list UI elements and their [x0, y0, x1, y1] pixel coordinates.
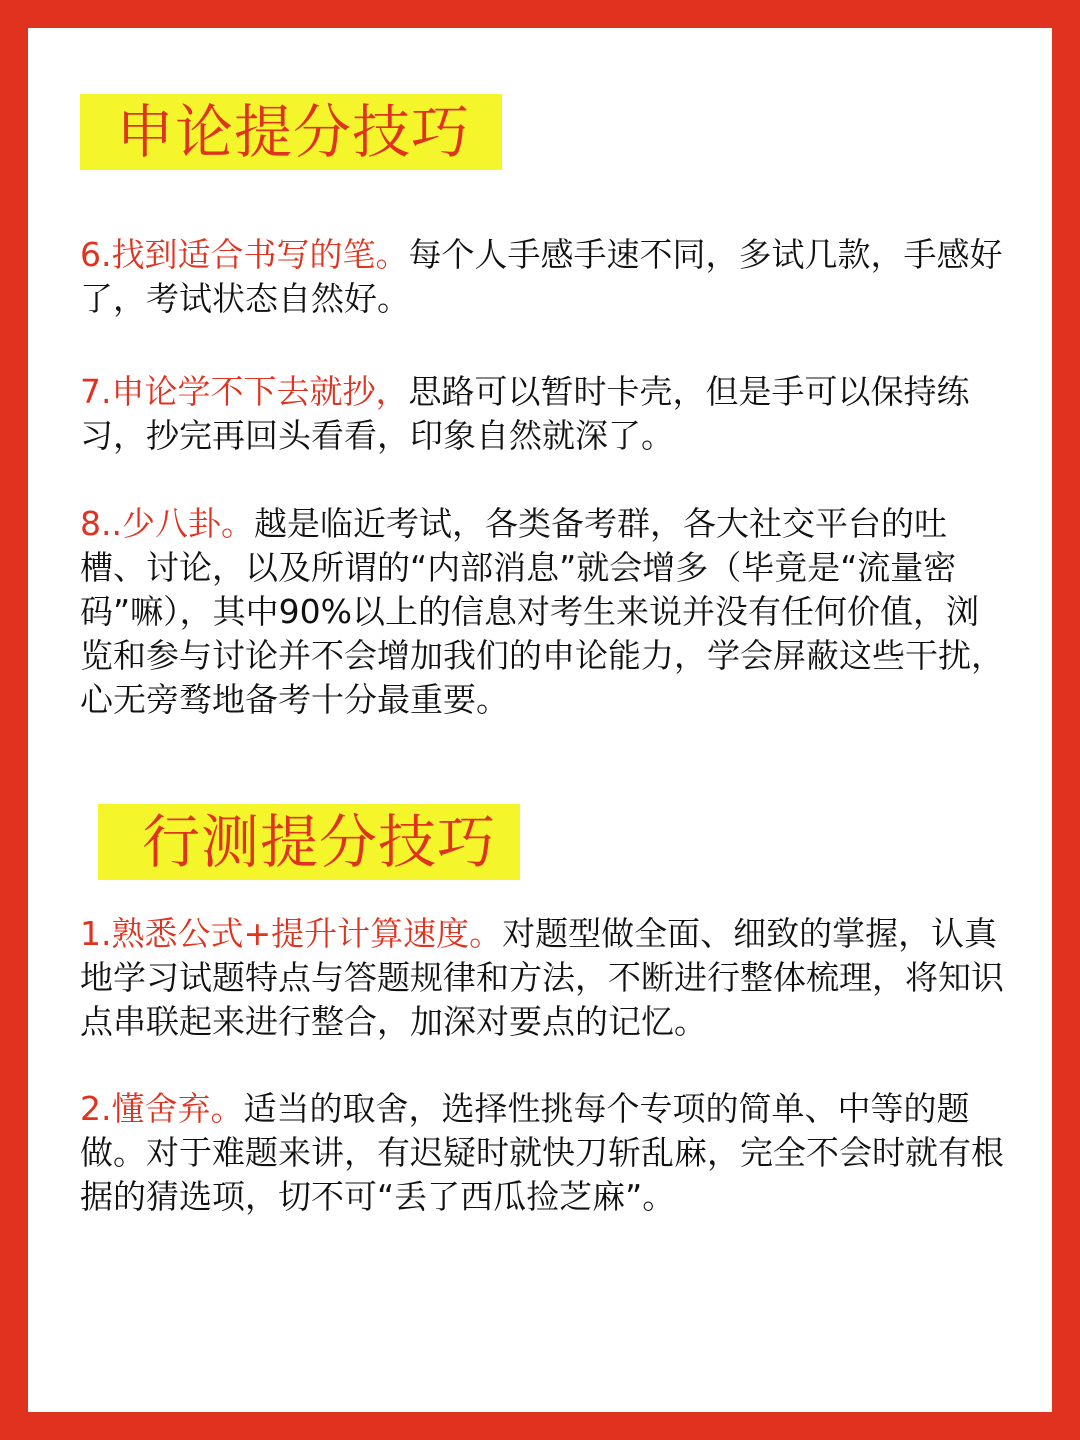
tip-body-7: 思路可以暂时卡壳，但是手可以保持练习，抄完再回头看看，印象自然就深了。: [80, 372, 970, 455]
tip-paragraph-8: [80, 502, 1010, 722]
section-title-xingce: 行测提分技巧: [98, 804, 520, 880]
tip-body-8: 越是临近考试，各类备考群，各大社交平台的吐槽、讨论，以及所谓的“内部消息”就会增多（毕竟是“流量密码”嘛），其中90%以上的信息对考生来说并没有任何价值，浏览和参与讨论并不会增加我们的申论能力，学会屏蔽这些干扰，心无旁骛地备考十分最重要。: [80, 504, 1004, 719]
section-title-shenlun: 申论提分技巧: [80, 94, 502, 170]
tip-lead-8: 8..少八卦。: [80, 504, 254, 543]
tip-paragraph-6: [80, 233, 1010, 321]
tip-paragraph-7: [80, 370, 1010, 458]
tip-lead-2: 2.懂舍弃。: [80, 1089, 244, 1128]
tip-lead-1: 1.熟悉公式+提升计算速度。: [80, 914, 503, 953]
tip-lead-7: 7.申论学不下去就抄，: [80, 372, 409, 411]
tip-paragraph-1: [80, 912, 1010, 1044]
tip-paragraph-2: [80, 1087, 1010, 1219]
tip-body-2: 适当的取舍，选择性挑每个专项的简单、中等的题做。对于难题来讲，有迟疑时就快刀斩乱麻，完全不会时就有根据的猜选项，切不可“丢了西瓜捡芝麻”。: [80, 1089, 1004, 1216]
tip-body-1: 对题型做全面、细致的掌握，认真地学习试题特点与答题规律和方法，不断进行整体梳理，将知识点串联起来进行整合，加深对要点的记忆。: [80, 914, 1004, 1041]
tip-lead-6: 6.找到适合书写的笔。: [80, 235, 409, 274]
tip-body-6: 每个人手感手速不同，多试几款，手感好了，考试状态自然好。: [80, 235, 1003, 318]
